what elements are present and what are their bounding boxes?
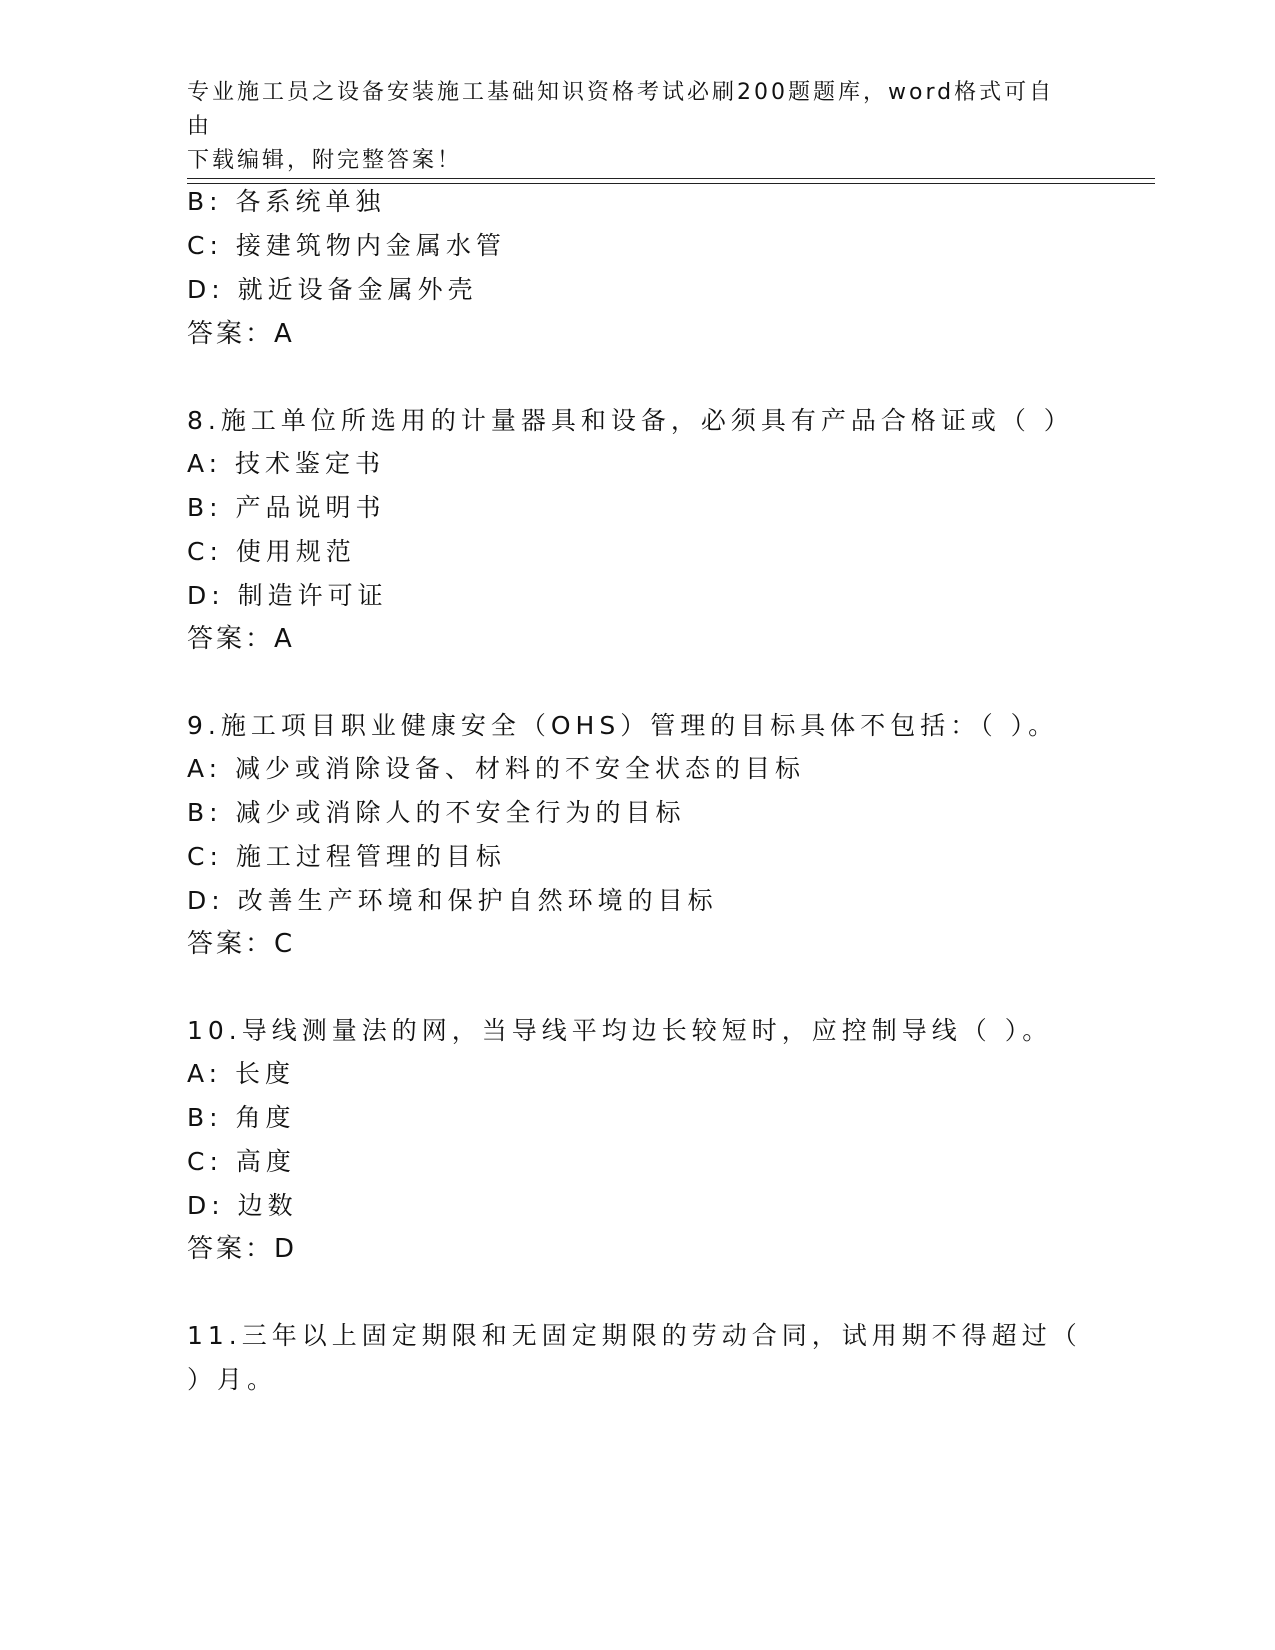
q9-option-b: B: 减少或消除人的不安全行为的目标 bbox=[187, 798, 686, 827]
q10-question: 10.导线测量法的网，当导线平均边长较短时，应控制导线（ ）。 bbox=[187, 1016, 1053, 1045]
q10-answer: 答案：D bbox=[187, 1234, 298, 1264]
q8-option-a: A: 技术鉴定书 bbox=[187, 449, 386, 478]
q7-option-c: C: 接建筑物内金属水管 bbox=[187, 231, 506, 260]
header-divider bbox=[187, 178, 1155, 184]
q8-answer: 答案：A bbox=[187, 624, 295, 654]
q11-question-line-2: ）月。 bbox=[187, 1365, 278, 1394]
q10-option-a: A: 长度 bbox=[187, 1059, 296, 1088]
q9-option-c: C: 施工过程管理的目标 bbox=[187, 842, 506, 871]
q11-question-line-1: 11.三年以上固定期限和无固定期限的劳动合同，试用期不得超过（ bbox=[187, 1321, 1082, 1350]
header-line-1: 专业施工员之设备安装施工基础知识资格考试必刷200题题库，word格式可自由 bbox=[187, 80, 1055, 139]
q9-question: 9.施工项目职业健康安全（OHS）管理的目标具体不包括：（ ）。 bbox=[187, 711, 1059, 740]
q7-option-d: D: 就近设备金属外壳 bbox=[187, 275, 478, 304]
document-header bbox=[187, 76, 1067, 178]
q8-option-d: D: 制造许可证 bbox=[187, 581, 388, 610]
q9-answer: 答案：C bbox=[187, 929, 296, 959]
q7-answer: 答案：A bbox=[187, 319, 295, 349]
q8-question: 8.施工单位所选用的计量器具和设备，必须具有产品合格证或（ ） bbox=[187, 406, 1074, 435]
header-line-2: 下载编辑，附完整答案！ bbox=[187, 148, 463, 173]
q10-option-b: B: 角度 bbox=[187, 1103, 296, 1132]
q9-option-d: D: 改善生产环境和保护自然环境的目标 bbox=[187, 886, 718, 915]
q8-option-b: B: 产品说明书 bbox=[187, 493, 386, 522]
q10-option-d: D: 边数 bbox=[187, 1191, 298, 1220]
q10-option-c: C: 高度 bbox=[187, 1147, 296, 1176]
q9-option-a: A: 减少或消除设备、材料的不安全状态的目标 bbox=[187, 754, 806, 783]
q7-option-b: B: 各系统单独 bbox=[187, 187, 386, 216]
q8-option-c: C: 使用规范 bbox=[187, 537, 356, 566]
